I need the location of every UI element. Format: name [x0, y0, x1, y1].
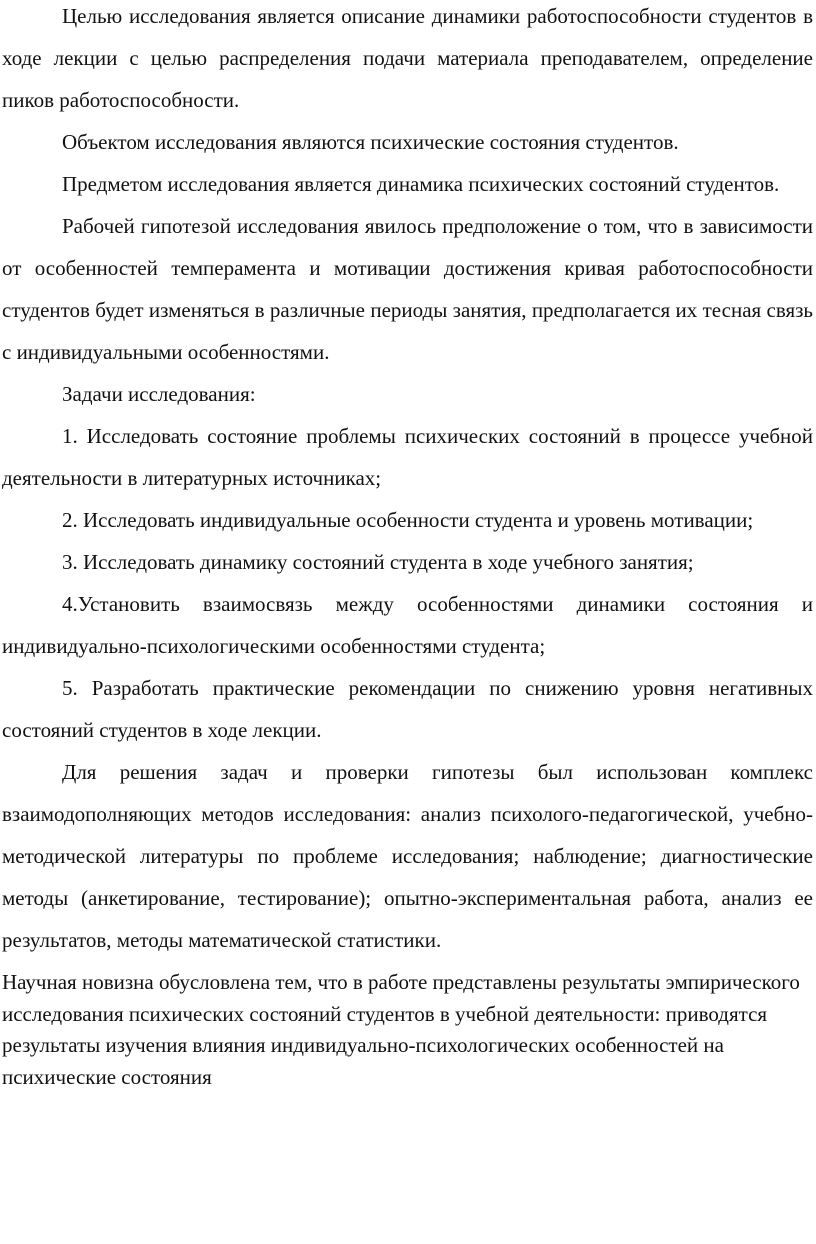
paragraph-task-1: 1. Исследовать состояние проблемы психических состояний в процессе учебной деятельности в литературных источниках;: [2, 424, 813, 490]
paragraph-hypothesis: Рабочей гипотезой исследования явилось предположение о том, что в зависимости от особенностей темперамента и мотивации достижения кривая работоспособности студентов будет изменяться в различные периоды занятия, предполагается их тесная связь с индивидуальными особенностями.: [2, 214, 813, 364]
paragraph-research-object: Объектом исследования являются психические состояния студентов.: [62, 130, 679, 154]
paragraph-task-2: 2. Исследовать индивидуальные особенности студента и уровень мотивации;: [62, 508, 754, 532]
paragraph-methods: Для решения задач и проверки гипотезы был использован комплекс взаимодополняющих методов исследования: анализ психолого-педагогической, учебно-методической литературы по проблеме исследования; наблюдение; диагностические методы (анкетирование, тестирование); опытно-экспериментальная работа, анализ ее результатов, методы математической статистики.: [2, 760, 813, 952]
paragraph-task-4: 4.Установить взаимосвязь между особенностями динамики состояния и индивидуально-психологическими особенностями студента;: [2, 592, 813, 658]
paragraph-scientific-novelty: Научная новизна обусловлена тем, что в работе представлены результаты эмпирического исследования психических состояний студентов в учебной деятельности: приводятся результаты изучения влияния индивидуально-психологических особенностей на психические состояния: [2, 970, 800, 1089]
paragraph-tasks-heading: Задачи исследования:: [62, 382, 256, 406]
paragraph-task-3: 3. Исследовать динамику состояний студента в ходе учебного занятия;: [62, 550, 694, 574]
paragraph-research-subject: Предметом исследования является динамика психических состояний студентов.: [62, 172, 780, 196]
paragraph-task-5: 5. Разработать практические рекомендации по снижению уровня негативных состояний студентов в ходе лекции.: [2, 676, 813, 742]
paragraph-research-goal: Целью исследования является описание динамики работоспособности студентов в ходе лекции с целью распределения подачи материала преподавателем, определение пиков работоспособности.: [2, 4, 813, 112]
